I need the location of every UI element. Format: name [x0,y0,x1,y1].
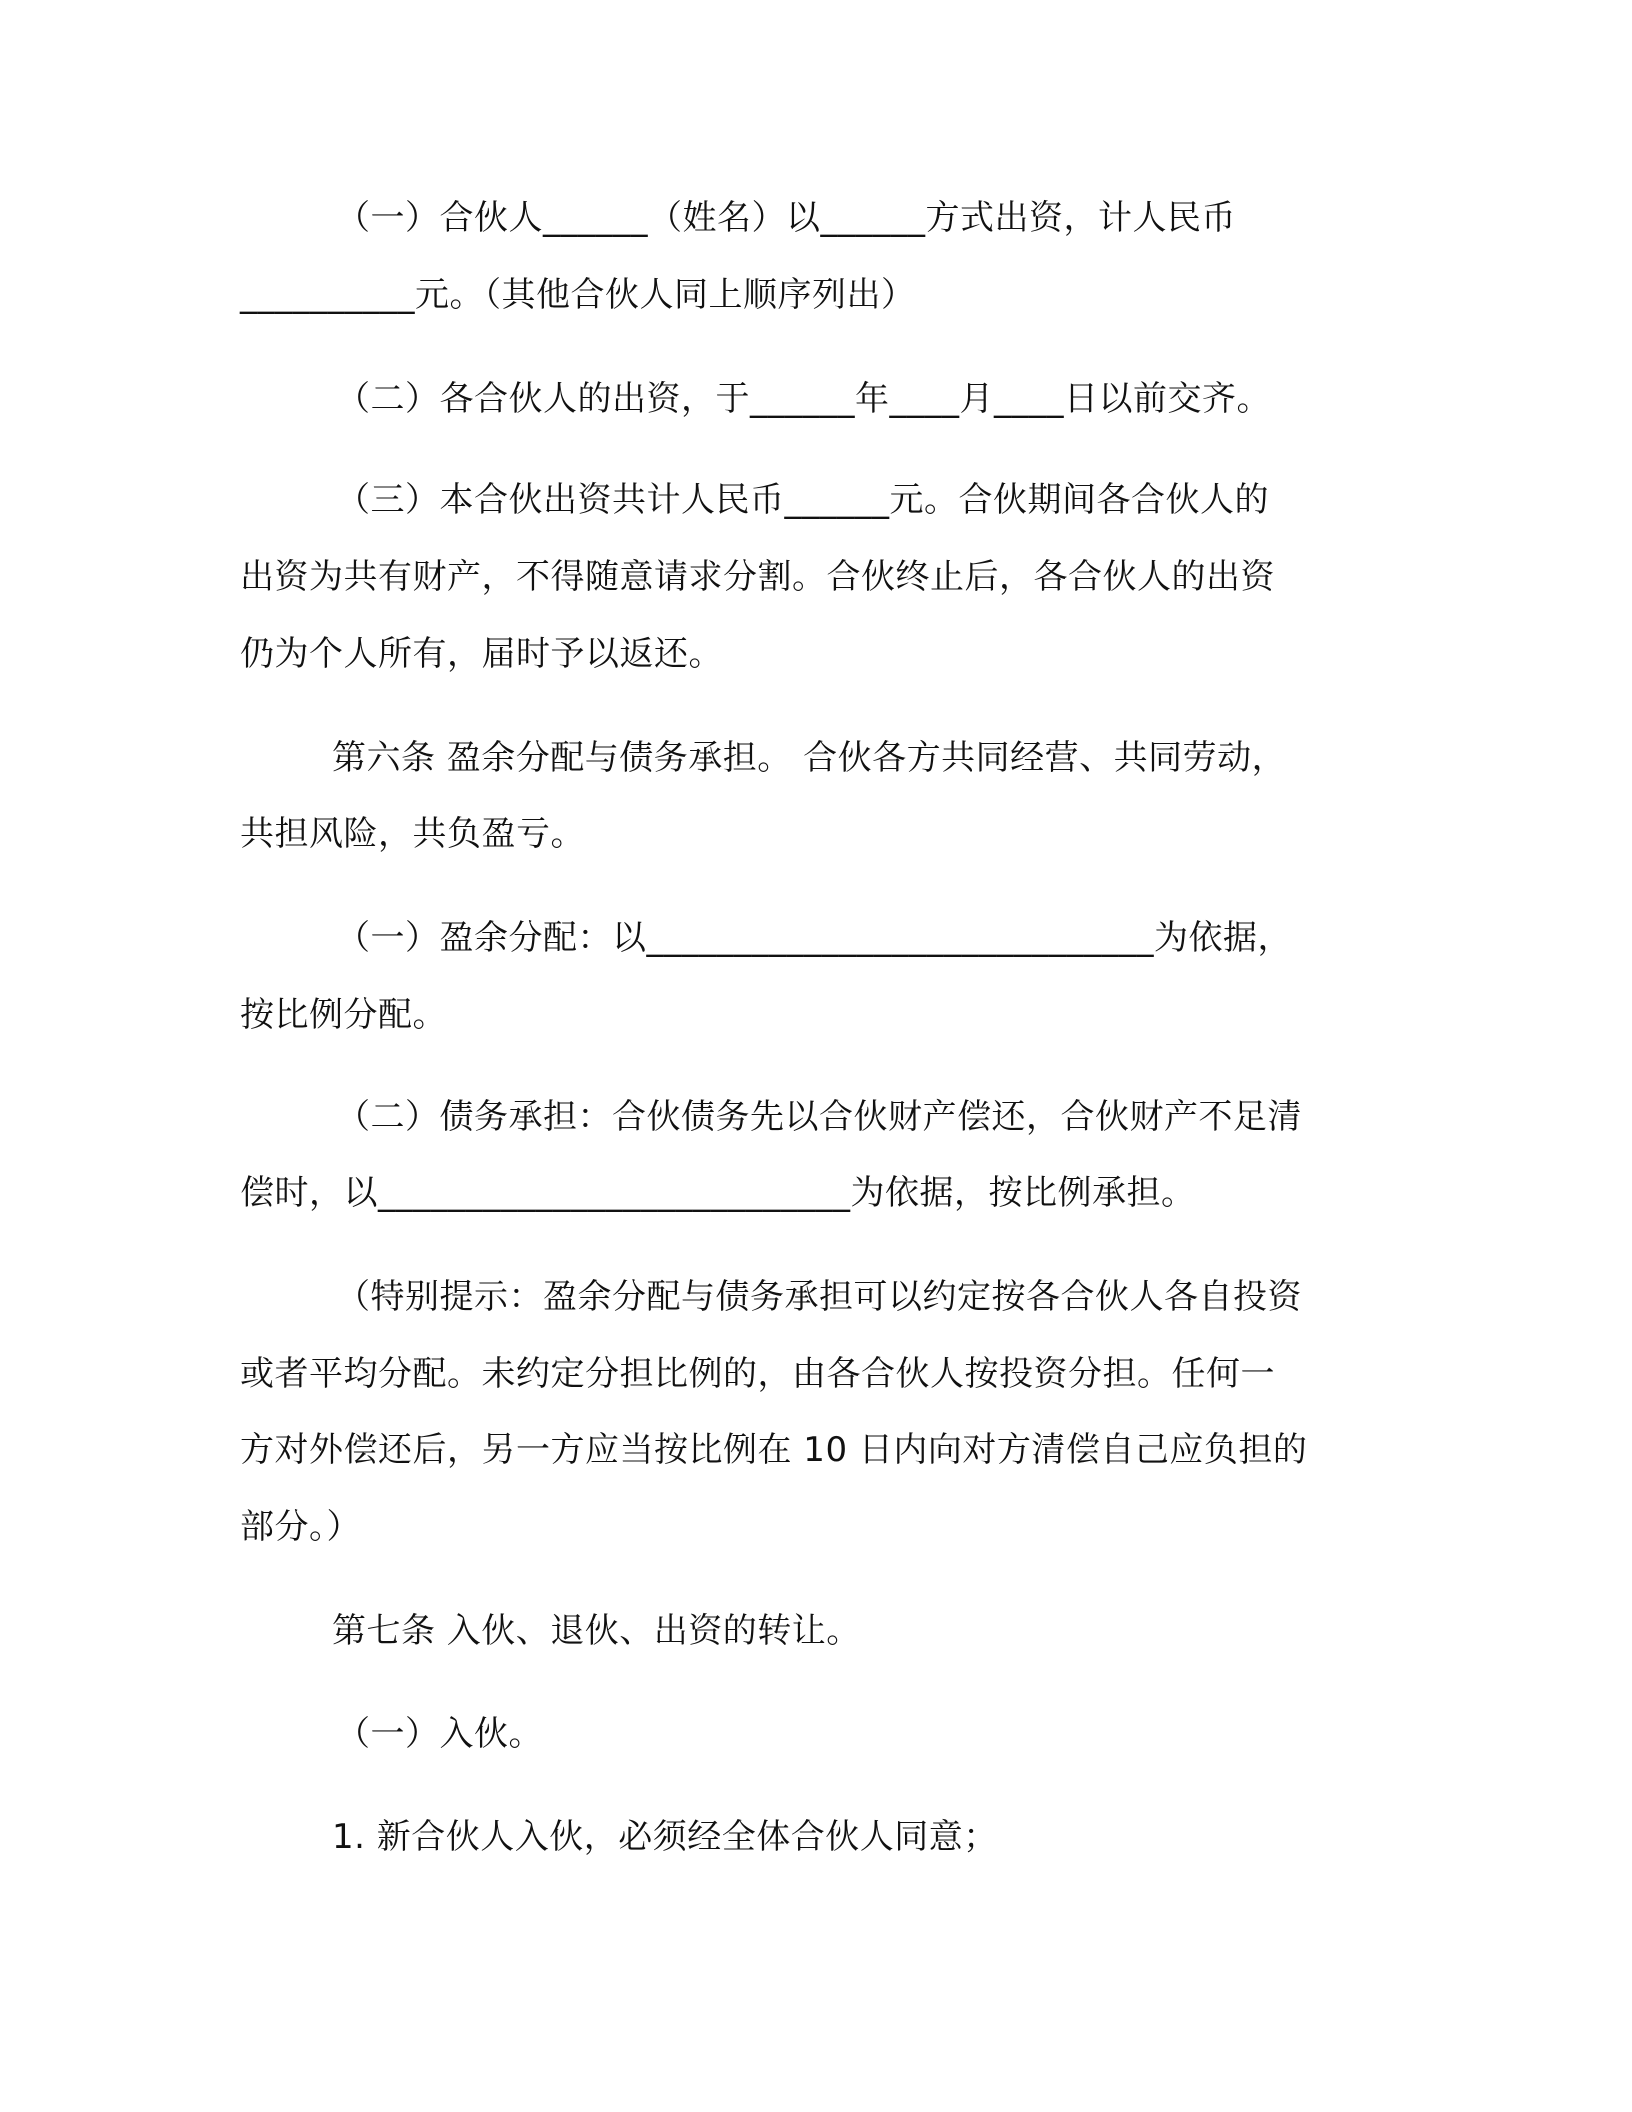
clause-7-heading: 第七条 入伙、退伙、出资的转让。 [332,1611,861,1651]
clause-6-item-1-line-1: （一）盈余分配：以_____________________________为依据， [336,918,1292,958]
clause-6-item-2-line-1: （二）债务承担：合伙债务先以合伙财产偿还，合伙财产不足清 [336,1097,1302,1137]
special-note-line-1: （特别提示：盈余分配与债务承担可以约定按各合伙人各自投资 [336,1277,1302,1317]
clause-7-item-1: （一）入伙。 [336,1714,543,1754]
clause-7-item-1-point-1: 1. 新合伙人入伙，必须经全体合伙人同意； [332,1817,998,1857]
clause-6-item-1-line-2: 按比例分配。 [240,995,447,1035]
special-note-line-4: 部分。） [240,1507,361,1547]
clause-6-item-2-line-2: 偿时，以___________________________为依据，按比例承担。 [240,1173,1196,1213]
clause-5-item-2: （二）各合伙人的出资，于______年____月____日以前交齐。 [336,379,1271,419]
clause-5-item-1-line-2: __________元。（其他合伙人同上顺序列出） [240,275,916,315]
special-note-line-3: 方对外偿还后，另一方应当按比例在 10 日内向对方清偿自己应负担的 [240,1430,1308,1470]
clause-5-item-1-line-1: （一）合伙人______（姓名）以______方式出资，计人民币 [336,198,1236,238]
clause-5-item-3-line-2: 出资为共有财产，不得随意请求分割。合伙终止后，各合伙人的出资 [240,557,1275,597]
clause-5-item-3-line-1: （三）本合伙出资共计人民币______元。合伙期间各合伙人的 [336,480,1269,520]
clause-5-item-3-line-3: 仍为个人所有，届时予以返还。 [240,634,723,674]
clause-6-heading-line-1: 第六条 盈余分配与债务承担。 合伙各方共同经营、共同劳动， [332,738,1287,778]
clause-6-heading-line-2: 共担风险，共负盈亏。 [240,814,585,854]
special-note-line-2: 或者平均分配。未约定分担比例的，由各合伙人按投资分担。任何一 [240,1354,1275,1394]
